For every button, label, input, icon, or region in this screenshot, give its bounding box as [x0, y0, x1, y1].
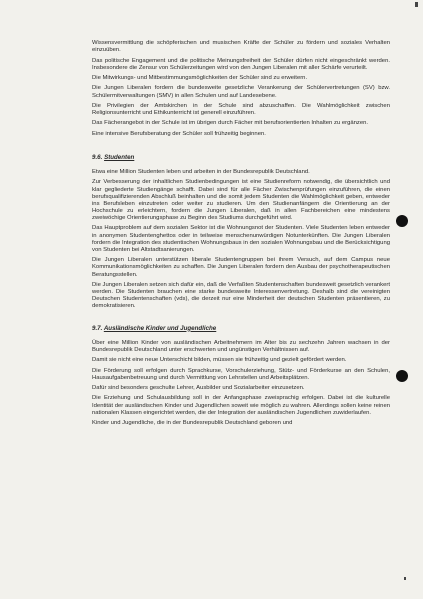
section-heading-foreign-children	[92, 325, 390, 332]
section-heading-students	[92, 154, 390, 161]
punch-hole-bottom	[396, 370, 408, 382]
paragraph: Über eine Million Kinder von ausländischen Arbeitnehmern im Alter bis zu sechzehn Jahren wachsen in der Bundesrepublik Deutschland unter erschwerten und ungünstigen Verhältnissen auf.	[92, 339, 390, 353]
paragraph: Dafür sind besonders geschulte Lehrer, Ausbilder und Sozialarbeiter einzusetzen.	[92, 385, 305, 392]
text-column	[92, 40, 390, 430]
section-number: 9.6.	[92, 153, 103, 161]
paragraph: Die Jungen Liberalen unterstützen liberale Studentengruppen bei ihrem Versuch, auf dem Campus neue Kommunikationsmöglichkeiten zu schaffen. Die Jungen Liberalen fordern den Ausbau der psychotherapeutischen Beratungsstellen.	[92, 257, 390, 278]
paragraph: Die Förderung soll erfolgen durch Sprachkurse, Vorschulerziehung, Stütz- und Förderkurse an den Schulen, Hausaufgabenbetreuung und durch Vermittlung von Lehrstellen und Arbeitsplätzen.	[92, 367, 390, 381]
paragraph: Das politische Engagement und die politische Meinungsfreiheit der Schüler dürfen nicht eingeschränkt werden. Insbesondere die Zensur von Schülerzeitungen wird von den Jungen Liberalen mit aller Schärfe verurteilt.	[92, 57, 390, 71]
paragraph: Das Fächerangebot in der Schule ist im übrigen durch Fächer mit berufsorientierten Inhalten zu ergänzen.	[92, 120, 369, 127]
paragraph: Etwa eine Million Studenten leben und arbeiten in der Bundesrepublik Deutschland.	[92, 169, 310, 175]
paragraph: Kinder und Jugendliche, die in der Bundesrepublik Deutschland geboren und	[92, 420, 293, 427]
paragraph: Die Jungen Liberalen fordern die bundesweite gesetzliche Verankerung der Schülervertretungen (SV) bzw. Schülermitverwaltungen (SMV) in allen Schulen und auf Landesebene.	[92, 85, 390, 99]
section-number: 9.7.	[92, 324, 103, 332]
punch-hole-top	[396, 215, 408, 227]
paragraph: Die Jungen Liberalen setzen sich dafür ein, daß die Verfaßten Studentenschaften bundesweit gesetzlich verankert werden. Die Studenten brauchen eine starke bundesweite Interessenvertretung. Deshalb sind die vereinigten Deutschen Studentenschaften (vds), die derzeit nur eine Minderheit der deutschen Studenten präsentieren, zu demokratisieren.	[92, 281, 390, 310]
paragraph: Eine intensive Berufsberatung der Schüler soll frühzeitig beginnen.	[92, 130, 266, 137]
paragraph: Die Mitwirkungs- und Mitbestimmungsmöglichkeiten der Schüler sind zu erweitern.	[92, 75, 308, 81]
section-title: Ausländische Kinder und Jugendliche	[103, 324, 217, 332]
page-speck-corner	[415, 2, 418, 7]
paragraph: Wissensvermittlung die schöpferischen und musischen Kräfte der Schüler zu fördern und soziales Verhalten einzuüben.	[92, 40, 390, 54]
paragraph: Die Privilegien der Amtskirchen in der Schule sind abzuschaffen. Die Wahlmöglichkeit zwischen Religionsunterricht und Ethikunterricht ist generell einzuführen.	[92, 102, 390, 116]
page-speck	[404, 577, 406, 580]
paragraph: Die Erziehung und Schulausbildung soll in der Anfangsphase zweisprachig erfolgen. Dabei ist die kulturelle Identität der ausländischen Kinder und Jugendlichen soweit wie möglich zu wahren. Allerdings sollen keine reinen nationalen Klassen eingerichtet werden, die der Integration der ausländischen Jugendlichen zuwiderlaufen.	[92, 395, 390, 416]
paragraph: Zur Verbesserung der inhaltlichen Studienbedingungen ist eine Studienreform notwendig, die übersichtlich und klar gegliederte Studiengänge schafft. Dabei sind für alle Fächer Zwischenprüfungen einzuführen, die einen berufsqualifizierenden Abschluß beinhalten und die somit jedem Studenten die Wahlmöglichkeit geben, entweder ins Berufsleben einzutreten oder weiter zu studieren. Um den Studienanfängern die Orientierung an der Hochschule zu erleichtern, fordern die Jungen Liberalen, daß in allen Fachbereichen eine mindestens zweiwöchige Orientierungsphase zu Beginn des Studiums durchgeführt wird.	[92, 179, 390, 222]
paragraph: Das Hauptproblem auf dem sozialen Sektor ist die Wohnungsnot der Studenten. Viele Studenten leben entweder in anonymen Studentenghettos oder in teilweise menschenunwürdigen Notunterkünften. Die Jungen Liberalen fordern die Integration des studentischen Wohnungsbaus in den sozialen Wohnungsbau und die Berücksichtigung von Studenten bei Altstadtsanierungen.	[92, 225, 390, 253]
section-title: Studenten	[104, 153, 135, 161]
paragraph: Damit sie nicht eine neue Unterschicht bilden, müssen sie frühzeitig und gezielt gefördert werden.	[92, 357, 347, 364]
